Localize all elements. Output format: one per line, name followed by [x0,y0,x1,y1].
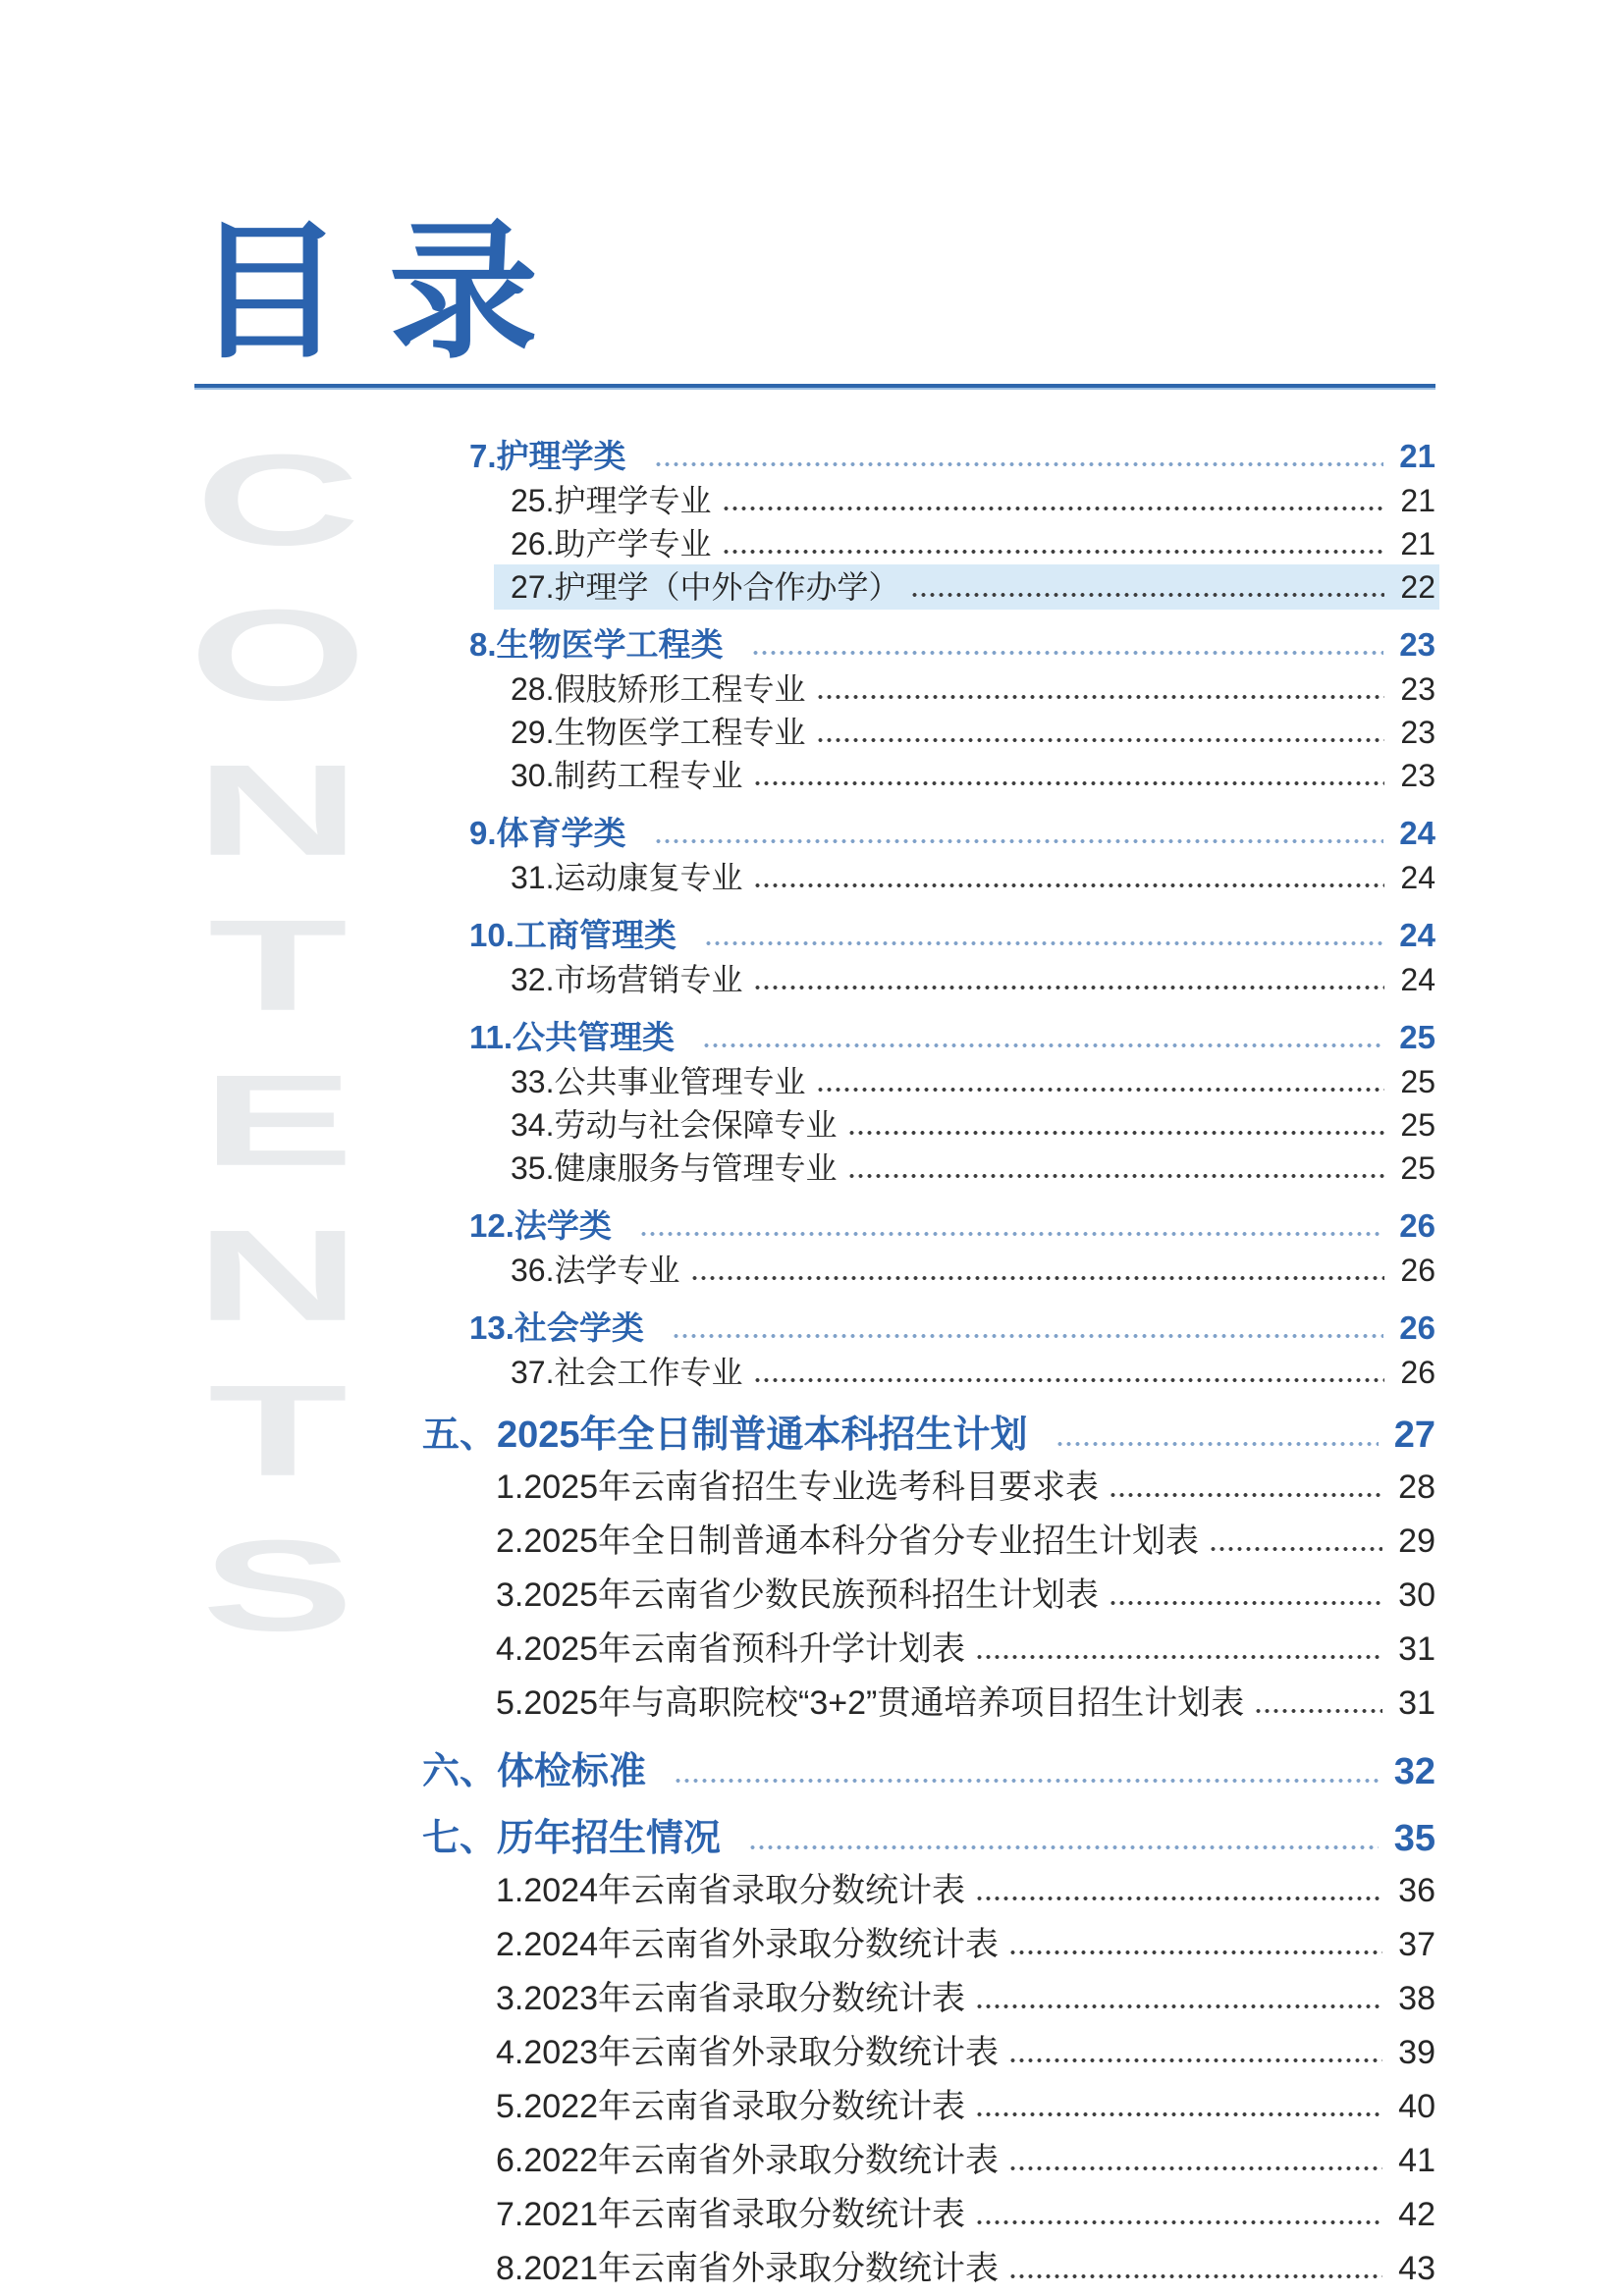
toc-entry-label: 32.市场营销专业 [511,962,743,997]
toc-entry-label: 2.2024年云南省外录取分数统计表 [496,1926,999,1963]
toc-entry-7[interactable] [0,711,1435,754]
toc-entry-page: 22 [1400,569,1435,605]
dotted-leader [1056,1441,1379,1447]
toc-entry-page: 24 [1400,962,1435,997]
toc-entry-page: 40 [1398,2088,1435,2125]
toc-entry-page: 36 [1398,1872,1435,1909]
toc-entry-label: 25.护理学专业 [511,483,712,518]
toc-entry-label: 8.生物医学工程类 [469,626,724,663]
toc-entry-label: 26.助产学专业 [511,526,712,561]
toc-entry-15[interactable] [0,1103,1435,1147]
toc-entry-21[interactable] [0,1410,1435,1461]
dotted-leader [672,1333,1383,1339]
dotted-leader [816,1087,1385,1093]
watermark-letter: C [195,427,360,572]
toc-entry-30[interactable] [0,1918,1435,1972]
toc-entry-19[interactable] [0,1306,1435,1351]
toc-entry-label: 13.社会学类 [469,1309,644,1346]
toc-entry-page: 25 [1400,1064,1435,1099]
toc-entry-27[interactable] [0,1746,1435,1797]
dotted-leader [975,2111,1382,2117]
toc-entry-label: 3.2025年云南省少数民族预科招生计划表 [496,1576,1099,1614]
dotted-leader [751,650,1384,656]
watermark-letter: E [201,1047,354,1193]
toc-entry-36[interactable] [0,2242,1435,2296]
toc-entry-label: 7.护理学类 [469,438,626,474]
toc-entry-label: 4.2023年云南省外录取分数统计表 [496,2034,999,2071]
toc-entry-22[interactable] [0,1461,1435,1515]
dotted-leader [722,506,1385,511]
toc-entry-label: 5.2025年与高职院校“3+2”贯通培养项目招生计划表 [496,1684,1245,1722]
watermark-letter: T [207,892,349,1038]
toc-entry-29[interactable] [0,1864,1435,1918]
toc-entry-9[interactable] [0,811,1435,856]
toc-entry-23[interactable] [0,1515,1435,1569]
toc-entry-label: 29.生物医学工程专业 [511,715,806,750]
toc-entry-32[interactable] [0,2026,1435,2080]
toc-entry-10[interactable] [0,856,1435,899]
toc-entry-4[interactable] [0,565,1435,609]
dotted-leader [975,1654,1382,1660]
toc-entry-20[interactable] [0,1351,1435,1394]
toc-entry-label: 35.健康服务与管理专业 [511,1150,838,1186]
dotted-leader [1008,1949,1382,1955]
dotted-leader [1109,1492,1382,1498]
dotted-leader [1008,2165,1382,2171]
toc-entry-page: 26 [1400,1253,1435,1288]
toc-entry-label: 28.假肢矫形工程专业 [511,671,806,707]
toc-entry-8[interactable] [0,754,1435,797]
dotted-leader [1254,1708,1382,1714]
toc-entry-page: 24 [1399,917,1435,953]
dotted-leader [654,838,1384,844]
dotted-leader [975,1896,1382,1901]
toc-entry-label: 六、体检标准 [422,1751,647,1792]
dotted-leader [753,780,1385,786]
toc-entry-label: 12.法学类 [469,1207,612,1244]
watermark-letter: S [201,1513,354,1658]
watermark-letter: N [195,1202,360,1348]
toc-entry-page: 25 [1399,1019,1435,1055]
toc-entry-label: 5.2022年云南省录取分数统计表 [496,2088,965,2125]
toc-entry-page: 38 [1398,1980,1435,2017]
toc-entry-label: 11.公共管理类 [469,1019,676,1055]
toc-entry-page: 21 [1400,526,1435,561]
toc-entry-16[interactable] [0,1147,1435,1190]
dotted-leader [975,2219,1382,2225]
toc-entry-label: 31.运动康复专业 [511,860,743,895]
toc-entry-1[interactable] [0,434,1435,479]
toc-entry-page: 31 [1398,1684,1435,1722]
toc-entry-3[interactable] [0,522,1435,565]
toc-entry-label: 1.2024年云南省录取分数统计表 [496,1872,965,1909]
toc-entry-label: 3.2023年云南省录取分数统计表 [496,1980,965,2017]
watermark-letter: T [207,1358,349,1503]
dotted-leader [910,592,1385,598]
toc-entry-page: 23 [1400,671,1435,707]
toc-entry-label: 33.公共事业管理专业 [511,1064,806,1099]
toc-entry-page: 43 [1398,2250,1435,2287]
dotted-leader [816,694,1385,700]
toc-entry-label: 2.2025年全日制普通本科分省分专业招生计划表 [496,1522,1199,1560]
toc-entry-page: 28 [1398,1468,1435,1506]
toc-entry-17[interactable] [0,1203,1435,1249]
toc-entry-label: 37.社会工作专业 [511,1355,743,1390]
dotted-leader [674,1778,1379,1784]
toc-entry-label: 10.工商管理类 [469,917,677,953]
toc-entry-24[interactable] [0,1569,1435,1623]
dotted-leader [639,1231,1383,1237]
dotted-leader [753,882,1385,888]
toc-entry-label: 36.法学专业 [511,1253,680,1288]
toc-entry-31[interactable] [0,1972,1435,2026]
watermark-letter: N [195,737,360,882]
toc-entry-page: 25 [1400,1107,1435,1143]
toc-entry-page: 25 [1400,1150,1435,1186]
dotted-leader [975,2003,1382,2009]
page-title: 目录 [194,209,583,376]
dotted-leader [847,1173,1385,1179]
watermark-letter: O [189,582,367,727]
toc-entry-label: 27.护理学（中外合作办学） [511,569,900,605]
dotted-leader [816,737,1385,743]
toc-entry-2[interactable] [0,479,1435,522]
toc-entry-page: 32 [1393,1751,1435,1792]
toc-entry-page: 26 [1399,1207,1435,1244]
toc-entry-label: 9.体育学类 [469,815,626,851]
toc-entry-page: 37 [1398,1926,1435,1963]
dotted-leader [704,940,1383,946]
dotted-leader [722,549,1385,555]
dotted-leader [847,1130,1385,1136]
toc-entry-label: 1.2025年云南省招生专业选考科目要求表 [496,1468,1099,1506]
toc-entry-label: 7.2021年云南省录取分数统计表 [496,2196,965,2233]
toc-entry-11[interactable] [0,913,1435,958]
toc-entry-page: 31 [1398,1630,1435,1668]
toc-entry-page: 26 [1400,1355,1435,1390]
toc-entry-page: 21 [1399,438,1435,474]
toc-entry-14[interactable] [0,1060,1435,1103]
dotted-leader [753,1377,1385,1383]
dotted-leader [690,1275,1385,1281]
toc-entry-label: 七、历年招生情况 [422,1818,722,1859]
toc-list [0,420,1435,2296]
dotted-leader [1109,1600,1382,1606]
toc-entry-label: 五、2025年全日制普通本科招生计划 [422,1415,1028,1456]
toc-entry-6[interactable] [0,667,1435,711]
toc-entry-page: 26 [1399,1309,1435,1346]
dotted-leader [753,985,1385,990]
toc-entry-page: 35 [1393,1818,1435,1859]
toc-entry-page: 30 [1398,1576,1435,1614]
toc-entry-label: 34.劳动与社会保障专业 [511,1107,838,1143]
toc-entry-page: 39 [1398,2034,1435,2071]
toc-entry-label: 6.2022年云南省外录取分数统计表 [496,2142,999,2179]
dotted-leader [1008,2057,1382,2063]
toc-entry-page: 24 [1399,815,1435,851]
toc-entry-label: 8.2021年云南省外录取分数统计表 [496,2250,999,2287]
toc-entry-page: 23 [1400,715,1435,750]
toc-entry-12[interactable] [0,958,1435,1001]
toc-entry-35[interactable] [0,2188,1435,2242]
toc-entry-page: 24 [1400,860,1435,895]
toc-entry-page: 23 [1399,626,1435,663]
toc-entry-page: 41 [1398,2142,1435,2179]
toc-entry-25[interactable] [0,1623,1435,1677]
toc-entry-label: 4.2025年云南省预科升学计划表 [496,1630,965,1668]
toc-entry-page: 29 [1398,1522,1435,1560]
toc-entry-26[interactable] [0,1677,1435,1731]
dotted-leader [1008,2273,1382,2279]
toc-entry-5[interactable] [0,622,1435,667]
toc-entry-13[interactable] [0,1015,1435,1060]
toc-entry-page: 21 [1400,483,1435,518]
toc-entry-page: 27 [1393,1415,1435,1456]
toc-entry-18[interactable] [0,1249,1435,1292]
dotted-leader [702,1042,1383,1048]
toc-entry-33[interactable] [0,2080,1435,2134]
toc-entry-page: 42 [1398,2196,1435,2233]
toc-entry-28[interactable] [0,1813,1435,1864]
toc-entry-page: 23 [1400,758,1435,793]
toc-entry-label: 30.制药工程专业 [511,758,743,793]
toc-entry-34[interactable] [0,2134,1435,2188]
dotted-leader [748,1844,1379,1850]
title-divider [194,384,1435,390]
dotted-leader [654,461,1384,467]
dotted-leader [1209,1546,1382,1552]
